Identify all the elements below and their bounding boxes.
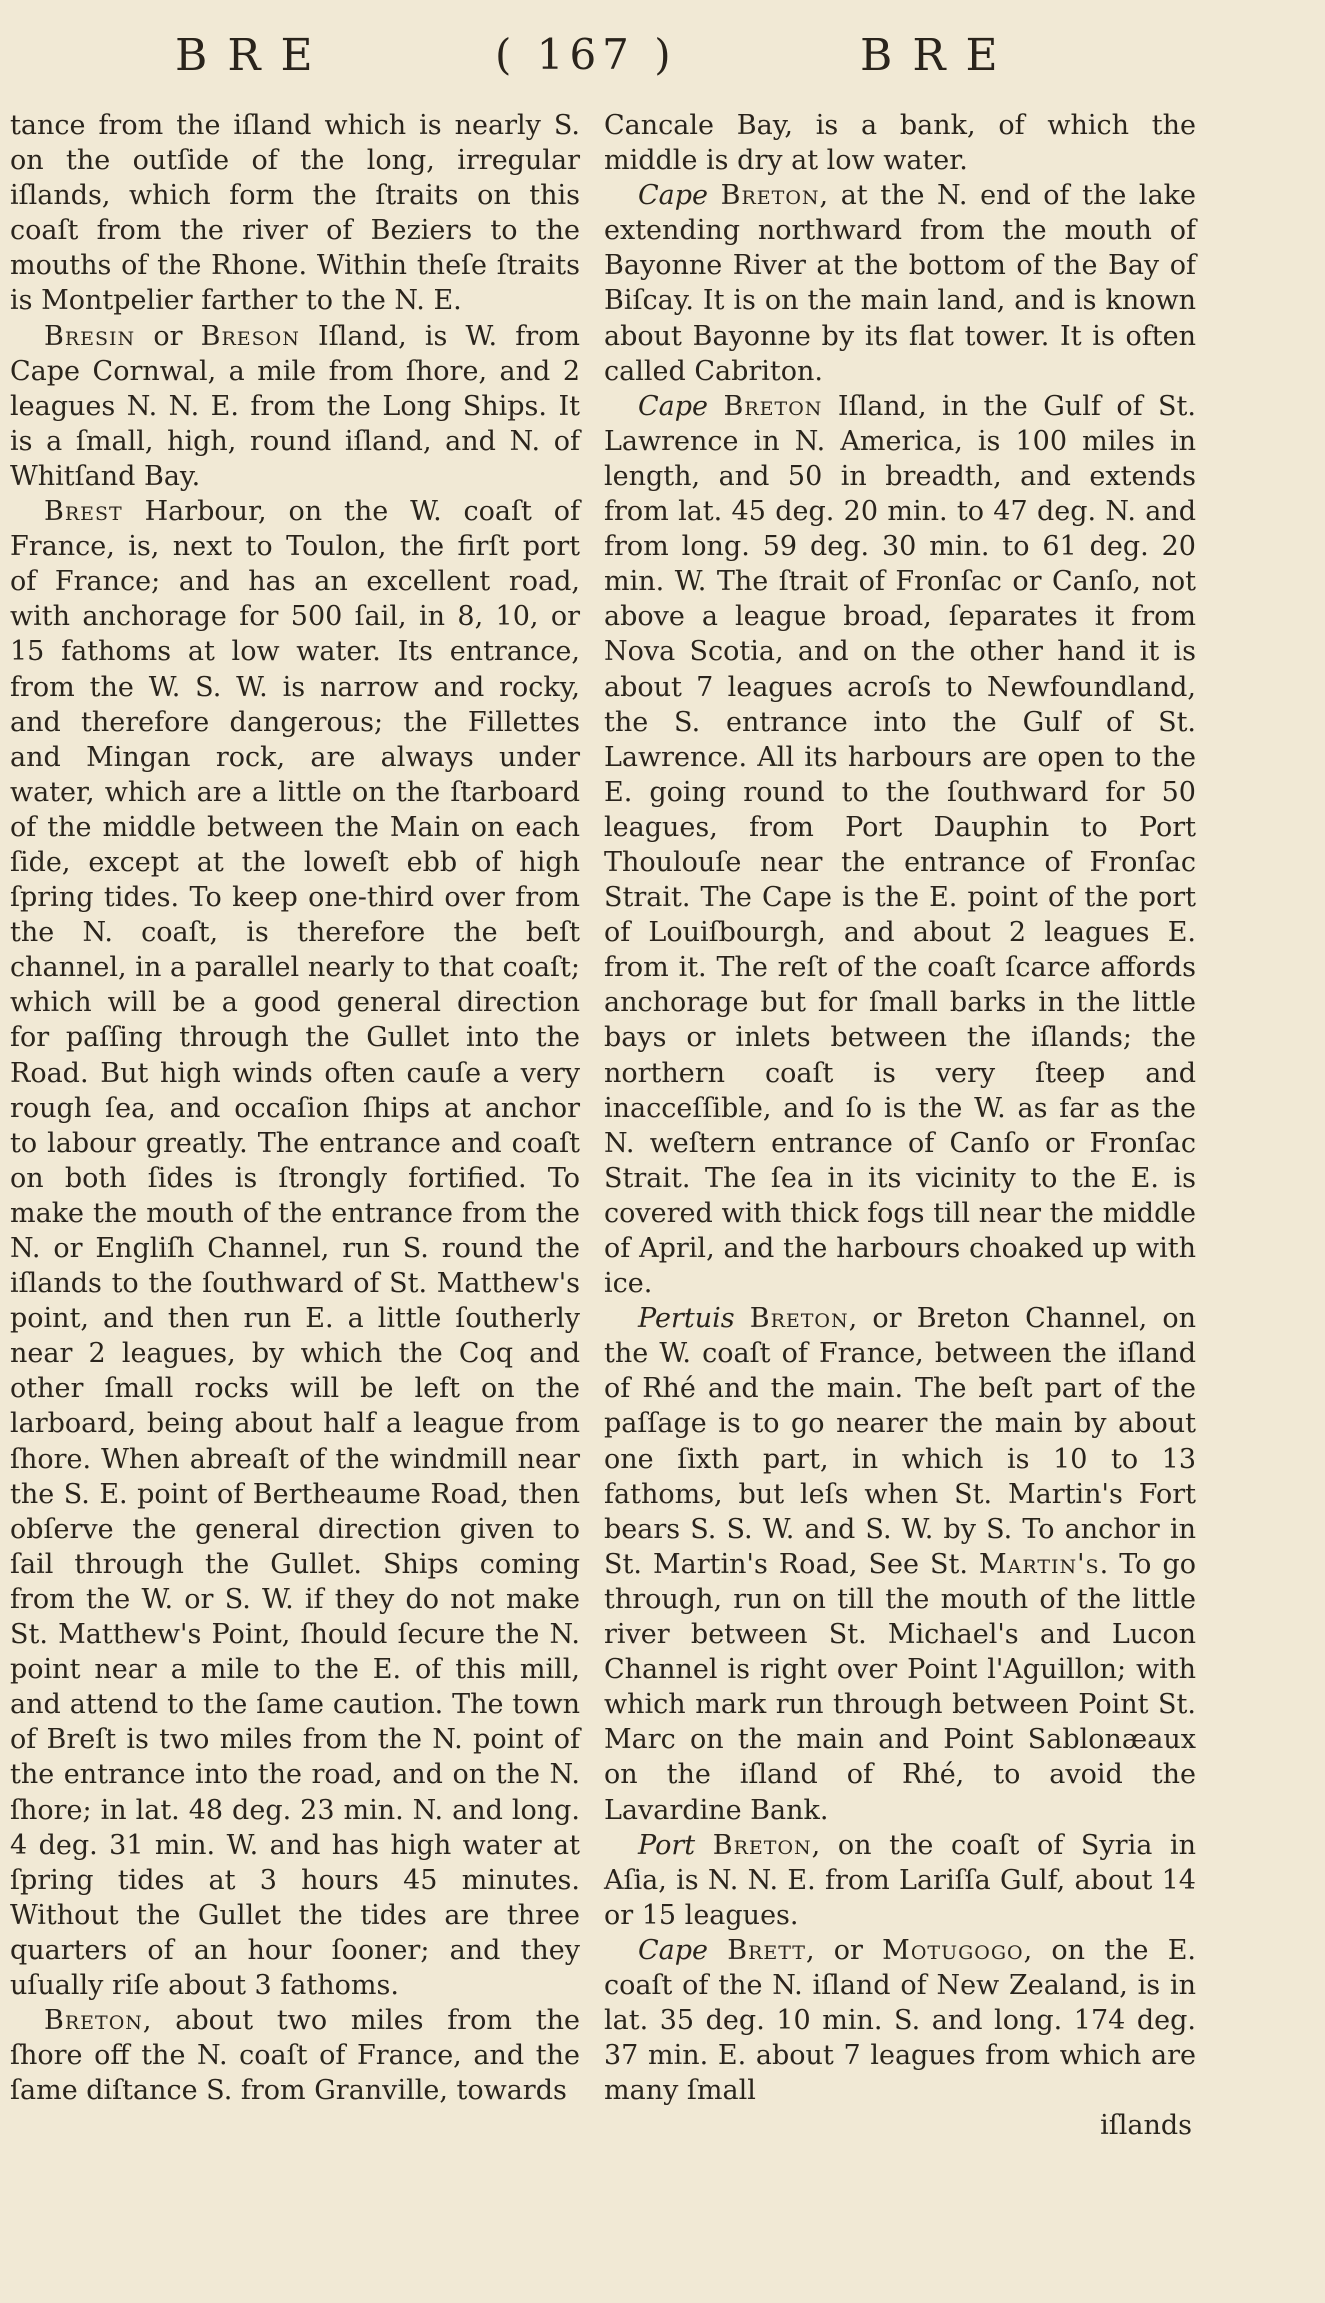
headword: Breton bbox=[720, 180, 820, 212]
entry-bresin: Bresin or Breson Iſland, is W. from Cape Cornwal, a mile from ſhore, and 2 leagues N. N. E. from the Long Ships. It is a ſmall, high, round iſland, and N. of Whitſand Bay. bbox=[10, 320, 580, 492]
entry-text: , on the coaſt of Syria in Aſia, is N. N. E. from Lariſſa Gulf, about 14 or 15 leagues. bbox=[604, 1829, 1196, 1931]
entry-cape-breton: Cape Breton, at the N. end of the lake extending northward from the mouth of Bayonne River at the bottom of the Bay of Biſcay. It is on the main land, and is known about Bayonne by its flat tower. It is often called Cabriton. bbox=[604, 180, 1196, 387]
entry-text: Iſland, in the Gulf of St. Lawrence in N. America, is 100 miles in length, and 50 in breadth, and extends from lat. 45 deg. 20 min. to 47 deg. N. and from long. 59 deg. 30 min. to 61 deg. 20 min. W. The ſtrait of Fronſac or Canſo, not above a league broad, ſeparates it from Nova Scotia, and on the other hand it is about 7 leagues acroſs to Newfoundland, the S. entrance into the Gulf of St. Lawrence. All its harbours are open to the E. going round to the ſouthward for 50 leagues, from Port Dauphin to Port Thoulouſe near the entrance of Fronſac Strait. The Cape is the E. point of the port of Louiſbourgh, and about 2 leagues E. from it. The reſt of the coaſt ſcarce affords anchorage but for ſmall barks in the little bays or inlets between the iſlands; the northern coaſt is very ſteep and inacceſſible, and ſo is the W. as far as the N. weſtern entrance of Canſo or Fronſac Strait. The ſea in its vicinity to the E. is covered with thick fogs till near the middle of April, and the harbours choaked up with ice. bbox=[604, 390, 1196, 1300]
entry-breton bbox=[10, 2003, 580, 2108]
catchword: iſlands bbox=[1100, 2110, 1192, 2142]
right-column bbox=[604, 108, 1196, 2143]
entry-cape-brett: Cape Brett, or Motugogo, on the E. coaſt of the N. iſland of New Zealand, is in lat. 35 deg. 10 min. S. and long. 174 deg. 37 min. E. about 7 leagues from which are many ſmall bbox=[604, 1934, 1196, 2107]
entry-cape-breton-island: Cape Breton Iſland, in the Gulf of St. Lawrence in N. America, is 100 miles in length, and 50 in breadth, and extends from lat. 45 deg. 20 min. to 47 deg. N. and from long. 59 deg. 30 min. to 61 deg. 20 min. W. The ſtrait of Fronſac or Canſo, not above a league broad, ſeparates it from Nova Scotia, and on the other hand it is about 7 leagues acroſs to Newfoundland, the S. entrance into the Gulf of St. Lawrence. All its harbours are open to the E. going round to the ſouthward for 50 leagues, from Port Dauphin to Port Thoulouſe near the entrance of Fronſac Strait. The Cape is the E. point of the port of Louiſbourgh, and about 2 leagues E. from it. The reſt of the coaſt ſcarce affords anchorage but for ſmall barks in the little bays or inlets between the iſlands; the northern coaſt is very ſteep and inacceſſible, and ſo is the W. as far as the N. weſtern entrance of Canſo or Fronſac Strait. The ſea in its vicinity to the E. is covered with thick fogs till near the middle of April, and the harbours choaked up with ice. bbox=[604, 390, 1196, 1300]
entry-text: Iſland, is W. from Cape Cornwal, a mile from ſhore, and 2 leagues N. N. E. from the Long Ships. It is a ſmall, high, round iſland, and N. of Whitſand Bay. bbox=[10, 320, 580, 492]
entry-text: , or Breton Channel, on the W. coaſt of France, between the iſland of Rhé and the main. The beſt part of the paſſage is to go nearer the main by about one ſixth part, in which is 10 to 13 fathoms, but leſs when St. Martin's Fort bears S. S. W. and S. W. by S. To anchor in St. Martin's Road, See St. bbox=[604, 1303, 1196, 1580]
running-header bbox=[0, 30, 1325, 90]
headword: Breton bbox=[44, 2005, 143, 2037]
entry-brest-harbour bbox=[10, 494, 580, 2003]
headword: Breton bbox=[749, 1303, 849, 1335]
entry-text: , on the E. coaſt of the N. iſland of New Zealand, is in lat. 35 deg. 10 min. S. and long. 174 deg. 37 min. E. about 7 leagues from which are many ſmall bbox=[604, 1934, 1196, 2107]
entry-continuation: Cancale Bay, is a bank, of which the middle is dry at low water. bbox=[604, 110, 1196, 177]
entry-port-breton: Port Breton, on the coaſt of Syria in Aſia, is N. N. E. from Lariſſa Gulf, about 14 or 15 leagues. bbox=[604, 1829, 1196, 1931]
entry-text: , at the N. end of the lake extending northward from the mouth of Bayonne River at the bottom of the Bay of Biſcay. It is on the main land, and is known about Bayonne by its flat tower. It is often called Cabriton. bbox=[604, 180, 1196, 387]
entry-text: , about two miles from the ſhore off the N. coaſt of France, and the ſame diſtance S. from Granville, towards bbox=[10, 2005, 580, 2107]
headword: Bresin bbox=[44, 320, 136, 352]
entry-text: Harbour, on the W. coaſt of France, is, next to Toulon, the firſt port of France; and has an excellent road, with anchorage for 500 ſail, in 8, 10, or 15 fathoms at low water. Its entrance, from the W. S. W. is narrow and rocky, and therefore dangerous; the Fillettes and Mingan rock, are always under water, which are a little on the ſtarboard of the middle between the Main on each ſide, except at the loweſt ebb of high ſpring tides. To keep one-third over from the N. coaſt, is therefore the beſt channel, in a parallel nearly to that coaſt; which will be a good general direction for paſſing through the Gullet into the Road. But high winds often cauſe a very rough ſea, and occaſion ſhips at anchor to labour greatly. The entrance and coaſt on both ſides is ſtrongly fortified. To make the mouth of the entrance from the N. or Engliſh Channel, run S. round the iſlands to the ſouthward of St. Matthew's point, and then run E. a little ſoutherly near 2 leagues, by which the Coq and other ſmall rocks will be left on the larboard, being about half a league from ſhore. When abreaſt of the windmill near the S. E. point of Bertheaume Road, then obſerve the general direction given to ſail through the Gullet. Ships coming from the W. or S. W. if they do not make St. Matthew's Point, ſhould ſecure the N. point near a mile to the E. of this mill, and attend to the ſame caution. The town of Breſt is two miles from the N. point of the entrance into the road, and on the N. ſhore; in lat. 48 deg. 23 min. N. and long. 4 deg. 31 min. W. and has high water at ſpring tides at 3 hours 45 minutes. Without the Gullet the tides are three quarters of an hour ſooner; and they uſually riſe about 3 fathoms. bbox=[10, 496, 580, 2001]
headword: Motugogo bbox=[882, 1934, 1024, 1966]
headword: Breton bbox=[712, 1829, 812, 1861]
cross-reference: Martin's bbox=[978, 1548, 1100, 1580]
page-number: ( 167 ) bbox=[495, 30, 677, 79]
headword: Brett bbox=[727, 1934, 806, 1966]
entry-continuation: tance from the iſland which is nearly S. on the outſide of the long, irregular iſlands, which form the ſtraits on this coaſt from the river of Beziers to the mouths of the Rhone. Within theſe ſtraits is Montpelier farther to the N. E. bbox=[10, 110, 580, 317]
headword: Breton bbox=[723, 390, 823, 422]
header-left-guide-word: BRE bbox=[175, 30, 333, 81]
entry-pertuis-breton: Pertuis Breton, or Breton Channel, on the W. coaſt of France, between the iſland of Rhé and the main. The beſt part of the paſſage is to go nearer the main by about one ſixth part, in which is 10 to 13 fathoms, but leſs when St. Martin's Fort bears S. S. W. and S. W. by S. To anchor in St. Martin's Road, See St. Martin's. To go through, run on till the mouth of the little river between St. Michael's and Lucon Channel is right over Point l'Aguillon; with which mark run through between Point St. Marc on the main and Point Sablonæaux on the iſland of Rhé, to avoid the Lavardine Bank. bbox=[604, 1303, 1196, 1826]
left-column bbox=[10, 108, 580, 2108]
headword: Brest bbox=[44, 496, 123, 528]
headword: Breson bbox=[200, 320, 300, 352]
header-right-guide-word: BRE bbox=[860, 30, 1018, 81]
